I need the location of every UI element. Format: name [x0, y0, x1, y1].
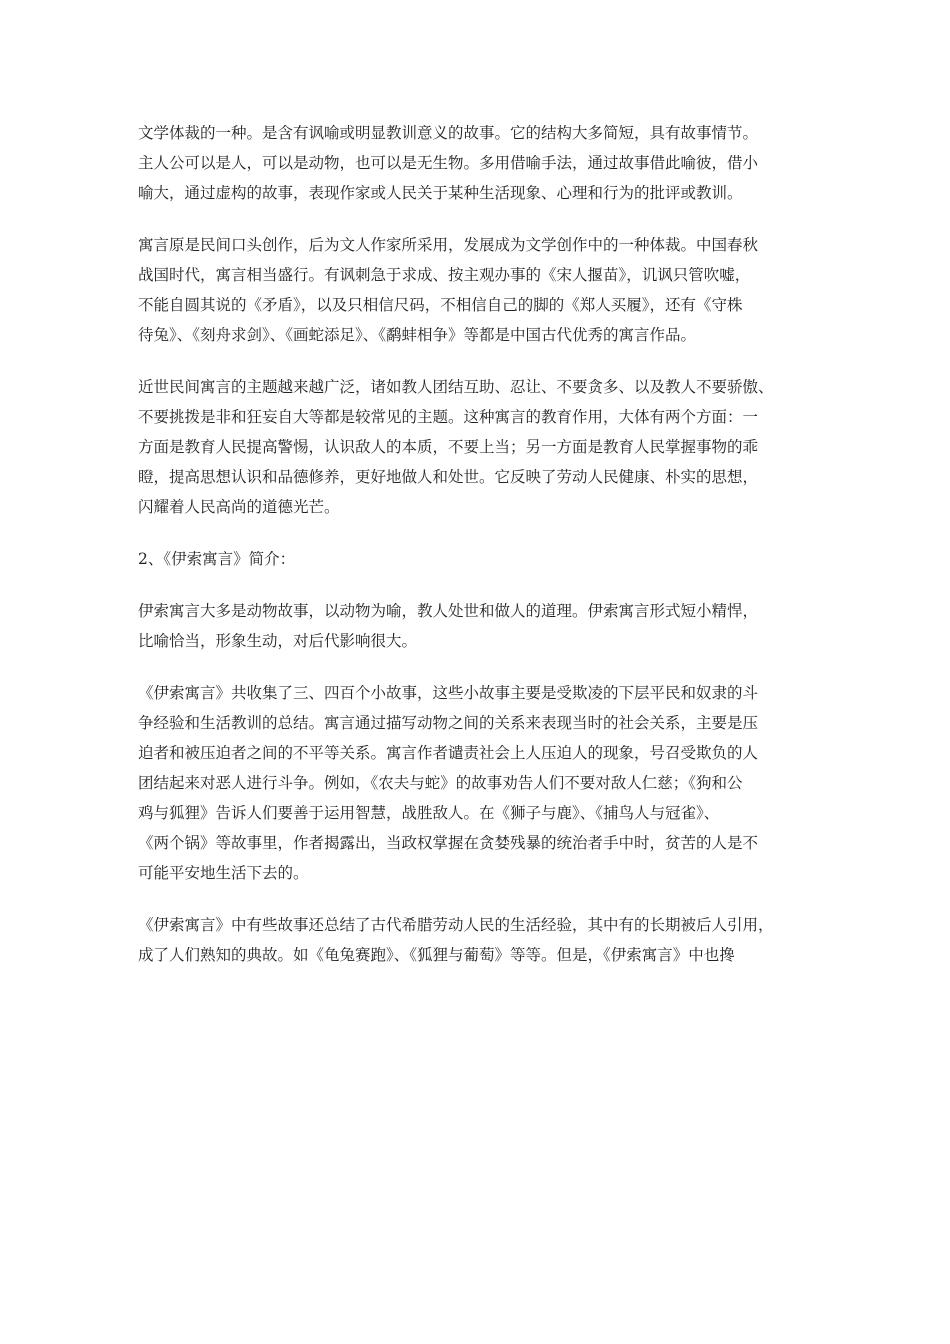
- text-line: 闪耀着人民高尚的道德光芒。: [138, 498, 340, 516]
- paragraph-aesop-collection: [138, 678, 828, 888]
- text-line: 争经验和生活教训的总结。寓言通过描写动物之间的关系来表现当时的社会关系，主要是压: [138, 714, 759, 732]
- text-line: 寓言原是民间口头创作，后为文人作家所采用，发展成为文学创作中的一种体裁。中国春秋: [138, 236, 759, 254]
- paragraph-aesop-intro: [138, 596, 828, 656]
- text-line: 待兔》、《刻舟求剑》、《画蛇添足》、《鹬蚌相争》等都是中国古代优秀的寓言作品。: [138, 326, 697, 344]
- text-line: 可能平安地生活下去的。: [138, 864, 309, 882]
- text-line: 方面是教育人民提高警惕，认识敌人的本质，不要上当；另一方面是教育人民掌握事物的乖: [138, 438, 759, 456]
- text-line: 团结起来对恶人进行斗争。例如，《农夫与蛇》的故事劝告人们不要对敌人仁慈；《狗和公: [138, 774, 743, 792]
- text-line: 文学体裁的一种。是含有讽喻或明显教训意义的故事。它的结构大多简短，具有故事情节。: [138, 124, 759, 142]
- document-body: [138, 118, 828, 992]
- text-line: 迫者和被压迫者之间的不平等关系。寓言作者谴责社会上人压迫人的现象，号召受欺负的人: [138, 744, 759, 762]
- text-line: 伊索寓言大多是动物故事，以动物为喻，教人处世和做人的道理。伊索寓言形式短小精悍，: [138, 602, 759, 620]
- text-line: 《伊索寓言》中有些故事还总结了古代希腊劳动人民的生活经验，其中有的长期被后人引用，: [138, 916, 774, 934]
- text-line: 鸡与狐狸》告诉人们要善于运用智慧，战胜敌人。在《狮子与鹿》、《捕鸟人与冠雀》、: [138, 804, 720, 822]
- text-line: 瞪，提高思想认识和品德修养，更好地做人和处世。它反映了劳动人民健康、朴实的思想，: [138, 468, 759, 486]
- paragraph-aesop-experience: [138, 910, 828, 970]
- paragraph-definition: [138, 118, 828, 208]
- text-line: 成了人们熟知的典故。如《龟兔赛跑》、《狐狸与葡萄》等等。但是，《伊索寓言》中也搀: [138, 946, 735, 964]
- paragraph-themes: [138, 372, 828, 522]
- section-heading: [138, 544, 828, 574]
- text-line: 战国时代，寓言相当盛行。有讽刺急于求成、按主观办事的《宋人揠苗》，讥讽只管吹嘘，: [138, 266, 751, 284]
- text-line: 2、《伊索寓言》简介：: [138, 550, 296, 568]
- text-line: 《伊索寓言》共收集了三、四百个小故事，这些小故事主要是受欺凌的下层平民和奴隶的斗: [138, 684, 759, 702]
- text-line: 主人公可以是人，可以是动物，也可以是无生物。多用借喻手法，通过故事借此喻彼，借小: [138, 154, 759, 172]
- text-line: 不能自圆其说的《矛盾》，以及只相信尺码，不相信自己的脚的《郑人买履》，还有《守株: [138, 296, 743, 314]
- text-line: 《两个锅》等故事里，作者揭露出，当政权掌握在贪婪残暴的统治者手中时，贫苦的人是不: [138, 834, 759, 852]
- text-line: 近世民间寓言的主题越来越广泛，诸如教人团结互助、忍让、不要贪多、以及教人不要骄傲、: [138, 378, 774, 396]
- paragraph-origin: [138, 230, 828, 350]
- text-line: 比喻恰当，形象生动，对后代影响很大。: [138, 632, 418, 650]
- text-line: 喻大，通过虚构的故事，表现作家或人民关于某种生活现象、心理和行为的批评或教训。: [138, 184, 743, 202]
- text-line: 不要挑拨是非和狂妄自大等都是较常见的主题。这种寓言的教育作用，大体有两个方面：一: [138, 408, 759, 426]
